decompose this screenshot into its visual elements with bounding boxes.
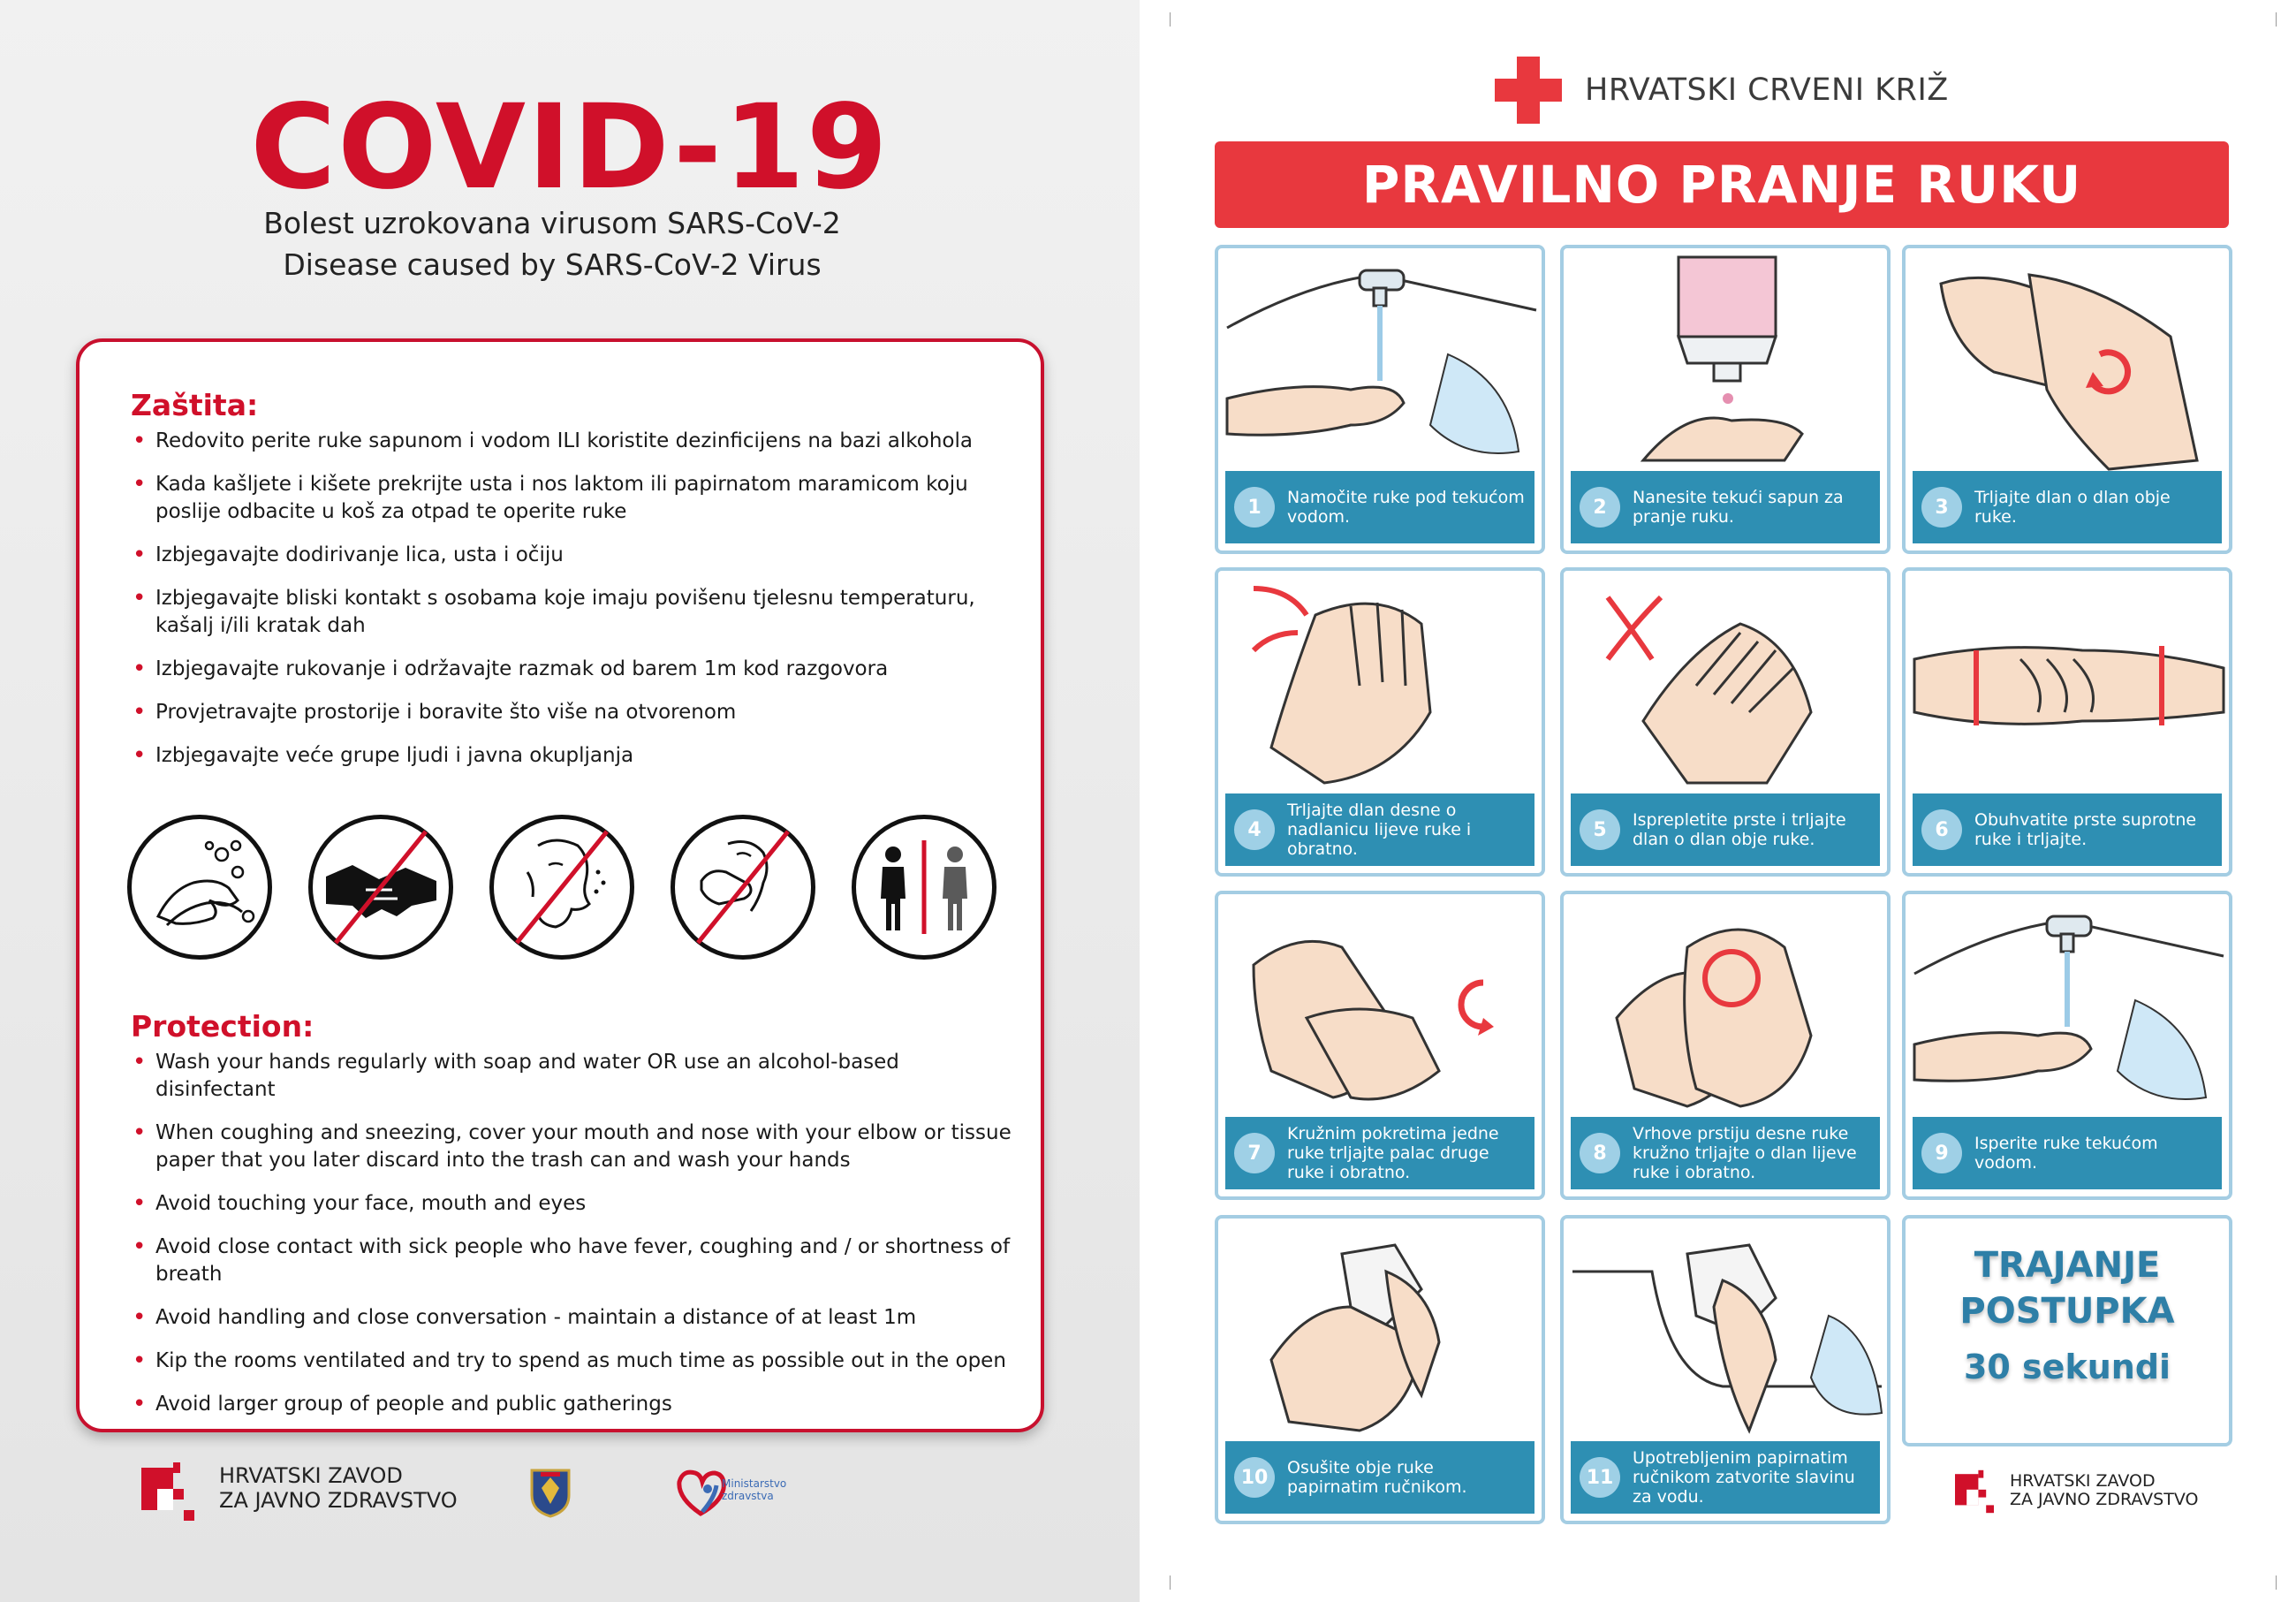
protection-info-box	[76, 338, 1044, 1432]
list-item	[131, 1304, 1014, 1332]
step-text: Kružnim pokretima jedne ruke trljajte palac druge ruke i obratno.	[1287, 1124, 1499, 1182]
step-text: Namočite ruke pod tekućom vodom.	[1287, 488, 1525, 527]
bullet-dot: •	[133, 1304, 147, 1331]
civil-protection-logo	[528, 1465, 572, 1518]
covid-title: COVID-19	[250, 80, 890, 216]
bullet-dot: •	[133, 542, 147, 568]
bullet-dot: •	[133, 656, 147, 682]
protection-heading-hr: Zaštita:	[131, 388, 259, 422]
step-card-9	[1902, 891, 2232, 1200]
crop-mark	[1170, 12, 1171, 27]
no-coughing-icon	[671, 815, 815, 960]
bullet-dot: •	[133, 1234, 147, 1260]
list-item	[131, 1391, 1014, 1418]
list-item	[131, 742, 1014, 770]
protection-heading-en: Protection:	[131, 1009, 314, 1044]
hand-washing-step-icon	[1564, 894, 1887, 1117]
step-number: 9	[1921, 1133, 1962, 1173]
hand-washing-step-icon	[1218, 1219, 1542, 1441]
bullet-dot: •	[133, 1120, 147, 1146]
list-item	[131, 428, 1014, 455]
list-item-text: Redovito perite ruke sapunom i vodom ILI koristite dezinficijens na bazi alkohola	[155, 429, 973, 452]
step-caption	[1225, 471, 1534, 543]
hand-washing-step-icon	[1906, 248, 2229, 471]
bullet-dot: •	[133, 585, 147, 611]
step-card-7	[1215, 891, 1545, 1200]
hzjz-logo	[1955, 1469, 1994, 1514]
duration-line3: 30 sekundi	[1963, 1348, 2171, 1386]
hand-washing-step-icon	[1906, 894, 2229, 1117]
step-card-4	[1215, 567, 1545, 877]
step-number: 4	[1234, 809, 1275, 850]
list-item	[131, 1049, 1014, 1104]
subtitle-en: Disease caused by SARS-CoV-2 Virus	[283, 247, 822, 282]
step-number: 8	[1580, 1133, 1620, 1173]
step-caption	[1571, 793, 1880, 866]
no-handshake-icon	[308, 815, 453, 960]
list-item-text: Kada kašljete i kišete prekrijte usta i nos laktom ili papirnatom maramicom koju poslije odbacite u koš za otpad te operite ruke	[155, 473, 968, 523]
step-card-10	[1215, 1215, 1545, 1524]
list-item	[131, 1234, 1014, 1288]
step-caption	[1225, 1117, 1534, 1189]
protection-list-hr	[131, 428, 1014, 786]
crop-mark	[2276, 12, 2277, 27]
duration-line2: POSTUPKA	[1959, 1291, 2175, 1332]
no-face-touching-icon	[489, 815, 634, 960]
prevention-icons	[127, 815, 1011, 965]
list-item-text: Izbjegavajte rukovanje i održavajte razmak od barem 1m kod razgovora	[155, 657, 889, 680]
list-item-text: Provjetravajte prostorije i boravite što više na otvorenom	[155, 701, 737, 724]
hand-washing-step-icon	[1564, 248, 1887, 471]
step-text: Trljajte dlan o dlan obje ruke.	[1974, 488, 2171, 527]
hand-washing-step-icon	[1218, 571, 1542, 793]
org-name: HRVATSKI CRVENI KRIŽ	[1585, 72, 1949, 108]
step-text: Trljajte dlan desne o nadlanicu lijeve ruke i obratno.	[1287, 801, 1472, 859]
list-item	[131, 1348, 1014, 1375]
hand-washing-step-icon	[1218, 248, 1542, 471]
bullet-dot: •	[133, 428, 147, 454]
list-item-text: Izbjegavajte dodirivanje lica, usta i očiju	[155, 543, 564, 566]
step-caption	[1225, 1441, 1534, 1514]
list-item-text: Izbjegavajte veće grupe ljudi i javna okupljanja	[155, 744, 634, 767]
step-number: 6	[1921, 809, 1962, 850]
step-card-2	[1560, 245, 1891, 554]
crop-mark	[1170, 1575, 1171, 1590]
step-caption	[1225, 793, 1534, 866]
bullet-dot: •	[133, 471, 147, 497]
step-text: Nanesite tekući sapun za pranje ruku.	[1633, 488, 1844, 527]
step-number: 1	[1234, 487, 1275, 528]
step-number: 7	[1234, 1133, 1275, 1173]
hzjz-line1: HRVATSKI ZAVOD	[219, 1463, 403, 1488]
social-distance-icon	[852, 815, 996, 960]
hzjz-logo	[141, 1462, 194, 1521]
bullet-dot: •	[133, 1391, 147, 1417]
duration-card	[1902, 1215, 2232, 1446]
list-item	[131, 585, 1014, 640]
list-item	[131, 1120, 1014, 1174]
hzjz-line1: HRVATSKI ZAVOD	[2010, 1471, 2156, 1491]
ministry-name	[722, 1477, 786, 1502]
step-card-1	[1215, 245, 1545, 554]
banner-title: PRAVILNO PRANJE RUKU	[1361, 155, 2082, 215]
step-caption	[1913, 1117, 2222, 1189]
step-caption	[1913, 793, 2222, 866]
ministry-line1: Ministarstvo	[722, 1477, 787, 1490]
step-text: Obuhvatite prste suprotne ruke i trljajte.	[1974, 810, 2197, 849]
duration-line1: TRAJANJE	[1974, 1245, 2161, 1286]
hand-washing-icon	[127, 815, 272, 960]
list-item-text: When coughing and sneezing, cover your mouth and nose with your elbow or tissue paper that you later discard into the trash can and wash your hands	[155, 1121, 1012, 1172]
step-card-6	[1902, 567, 2232, 877]
ministry-line2: zdravstva	[722, 1490, 774, 1502]
bullet-dot: •	[133, 699, 147, 725]
hzjz-line2: ZA JAVNO ZDRAVSTVO	[2010, 1490, 2199, 1509]
list-item-text: Wash your hands regularly with soap and water OR use an alcohol-based disinfectant	[155, 1051, 899, 1101]
title-banner	[1215, 141, 2229, 228]
list-item-text: Avoid handling and close conversation - maintain a distance of at least 1m	[155, 1306, 917, 1329]
bullet-dot: •	[133, 1348, 147, 1374]
hand-washing-step-icon	[1564, 1219, 1887, 1441]
bullet-dot: •	[133, 1049, 147, 1075]
step-card-5	[1560, 567, 1891, 877]
protection-list-en	[131, 1049, 1014, 1434]
list-item	[131, 656, 1014, 683]
step-caption	[1571, 1117, 1880, 1189]
step-number: 10	[1234, 1457, 1275, 1498]
step-card-3	[1902, 245, 2232, 554]
hzjz-line2: ZA JAVNO ZDRAVSTVO	[219, 1488, 458, 1513]
right-poster	[1147, 0, 2296, 1602]
list-item	[131, 699, 1014, 726]
list-item	[131, 471, 1014, 526]
left-poster	[0, 0, 1140, 1602]
hand-washing-step-icon	[1564, 571, 1887, 793]
list-item-text: Izbjegavajte bliski kontakt s osobama koje imaju povišenu tjelesnu temperaturu, kašalj i/ili kratak dah	[155, 587, 975, 637]
crop-mark	[2276, 1575, 2277, 1590]
step-card-11	[1560, 1215, 1891, 1524]
step-text: Vrhove prstiju desne ruke kružno trljajte o dlan lijeve ruke i obratno.	[1633, 1124, 1857, 1182]
red-cross-icon	[1495, 57, 1562, 124]
step-text: Upotrebljenim papirnatim ručnikom zatvorite slavinu za vodu.	[1633, 1448, 1855, 1507]
step-number: 2	[1580, 487, 1620, 528]
subtitle-hr: Bolest uzrokovana virusom SARS-CoV-2	[263, 206, 841, 240]
list-item-text: Avoid touching your face, mouth and eyes	[155, 1192, 587, 1215]
hzjz-name	[219, 1463, 458, 1513]
step-number: 3	[1921, 487, 1962, 528]
step-caption	[1571, 1441, 1880, 1514]
list-item	[131, 542, 1014, 569]
list-item-text: Avoid close contact with sick people who have fever, coughing and / or shortness of breath	[155, 1235, 1011, 1286]
step-caption	[1913, 471, 2222, 543]
step-caption	[1571, 471, 1880, 543]
hzjz-name	[2010, 1472, 2198, 1509]
step-text: Isprepletite prste i trljajte dlan o dlan obje ruke.	[1633, 810, 1846, 849]
step-card-8	[1560, 891, 1891, 1200]
list-item-text: Avoid larger group of people and public gatherings	[155, 1393, 672, 1416]
hand-washing-step-icon	[1906, 571, 2229, 793]
step-number: 11	[1580, 1457, 1620, 1498]
bullet-dot: •	[133, 1190, 147, 1217]
list-item	[131, 1190, 1014, 1218]
list-item-text: Kip the rooms ventilated and try to spend as much time as possible out in the open	[155, 1349, 1006, 1372]
bullet-dot: •	[133, 742, 147, 769]
step-text: Isperite ruke tekućom vodom.	[1974, 1134, 2158, 1173]
hand-washing-step-icon	[1218, 894, 1542, 1117]
step-text: Osušite obje ruke papirnatim ručnikom.	[1287, 1458, 1467, 1497]
step-number: 5	[1580, 809, 1620, 850]
